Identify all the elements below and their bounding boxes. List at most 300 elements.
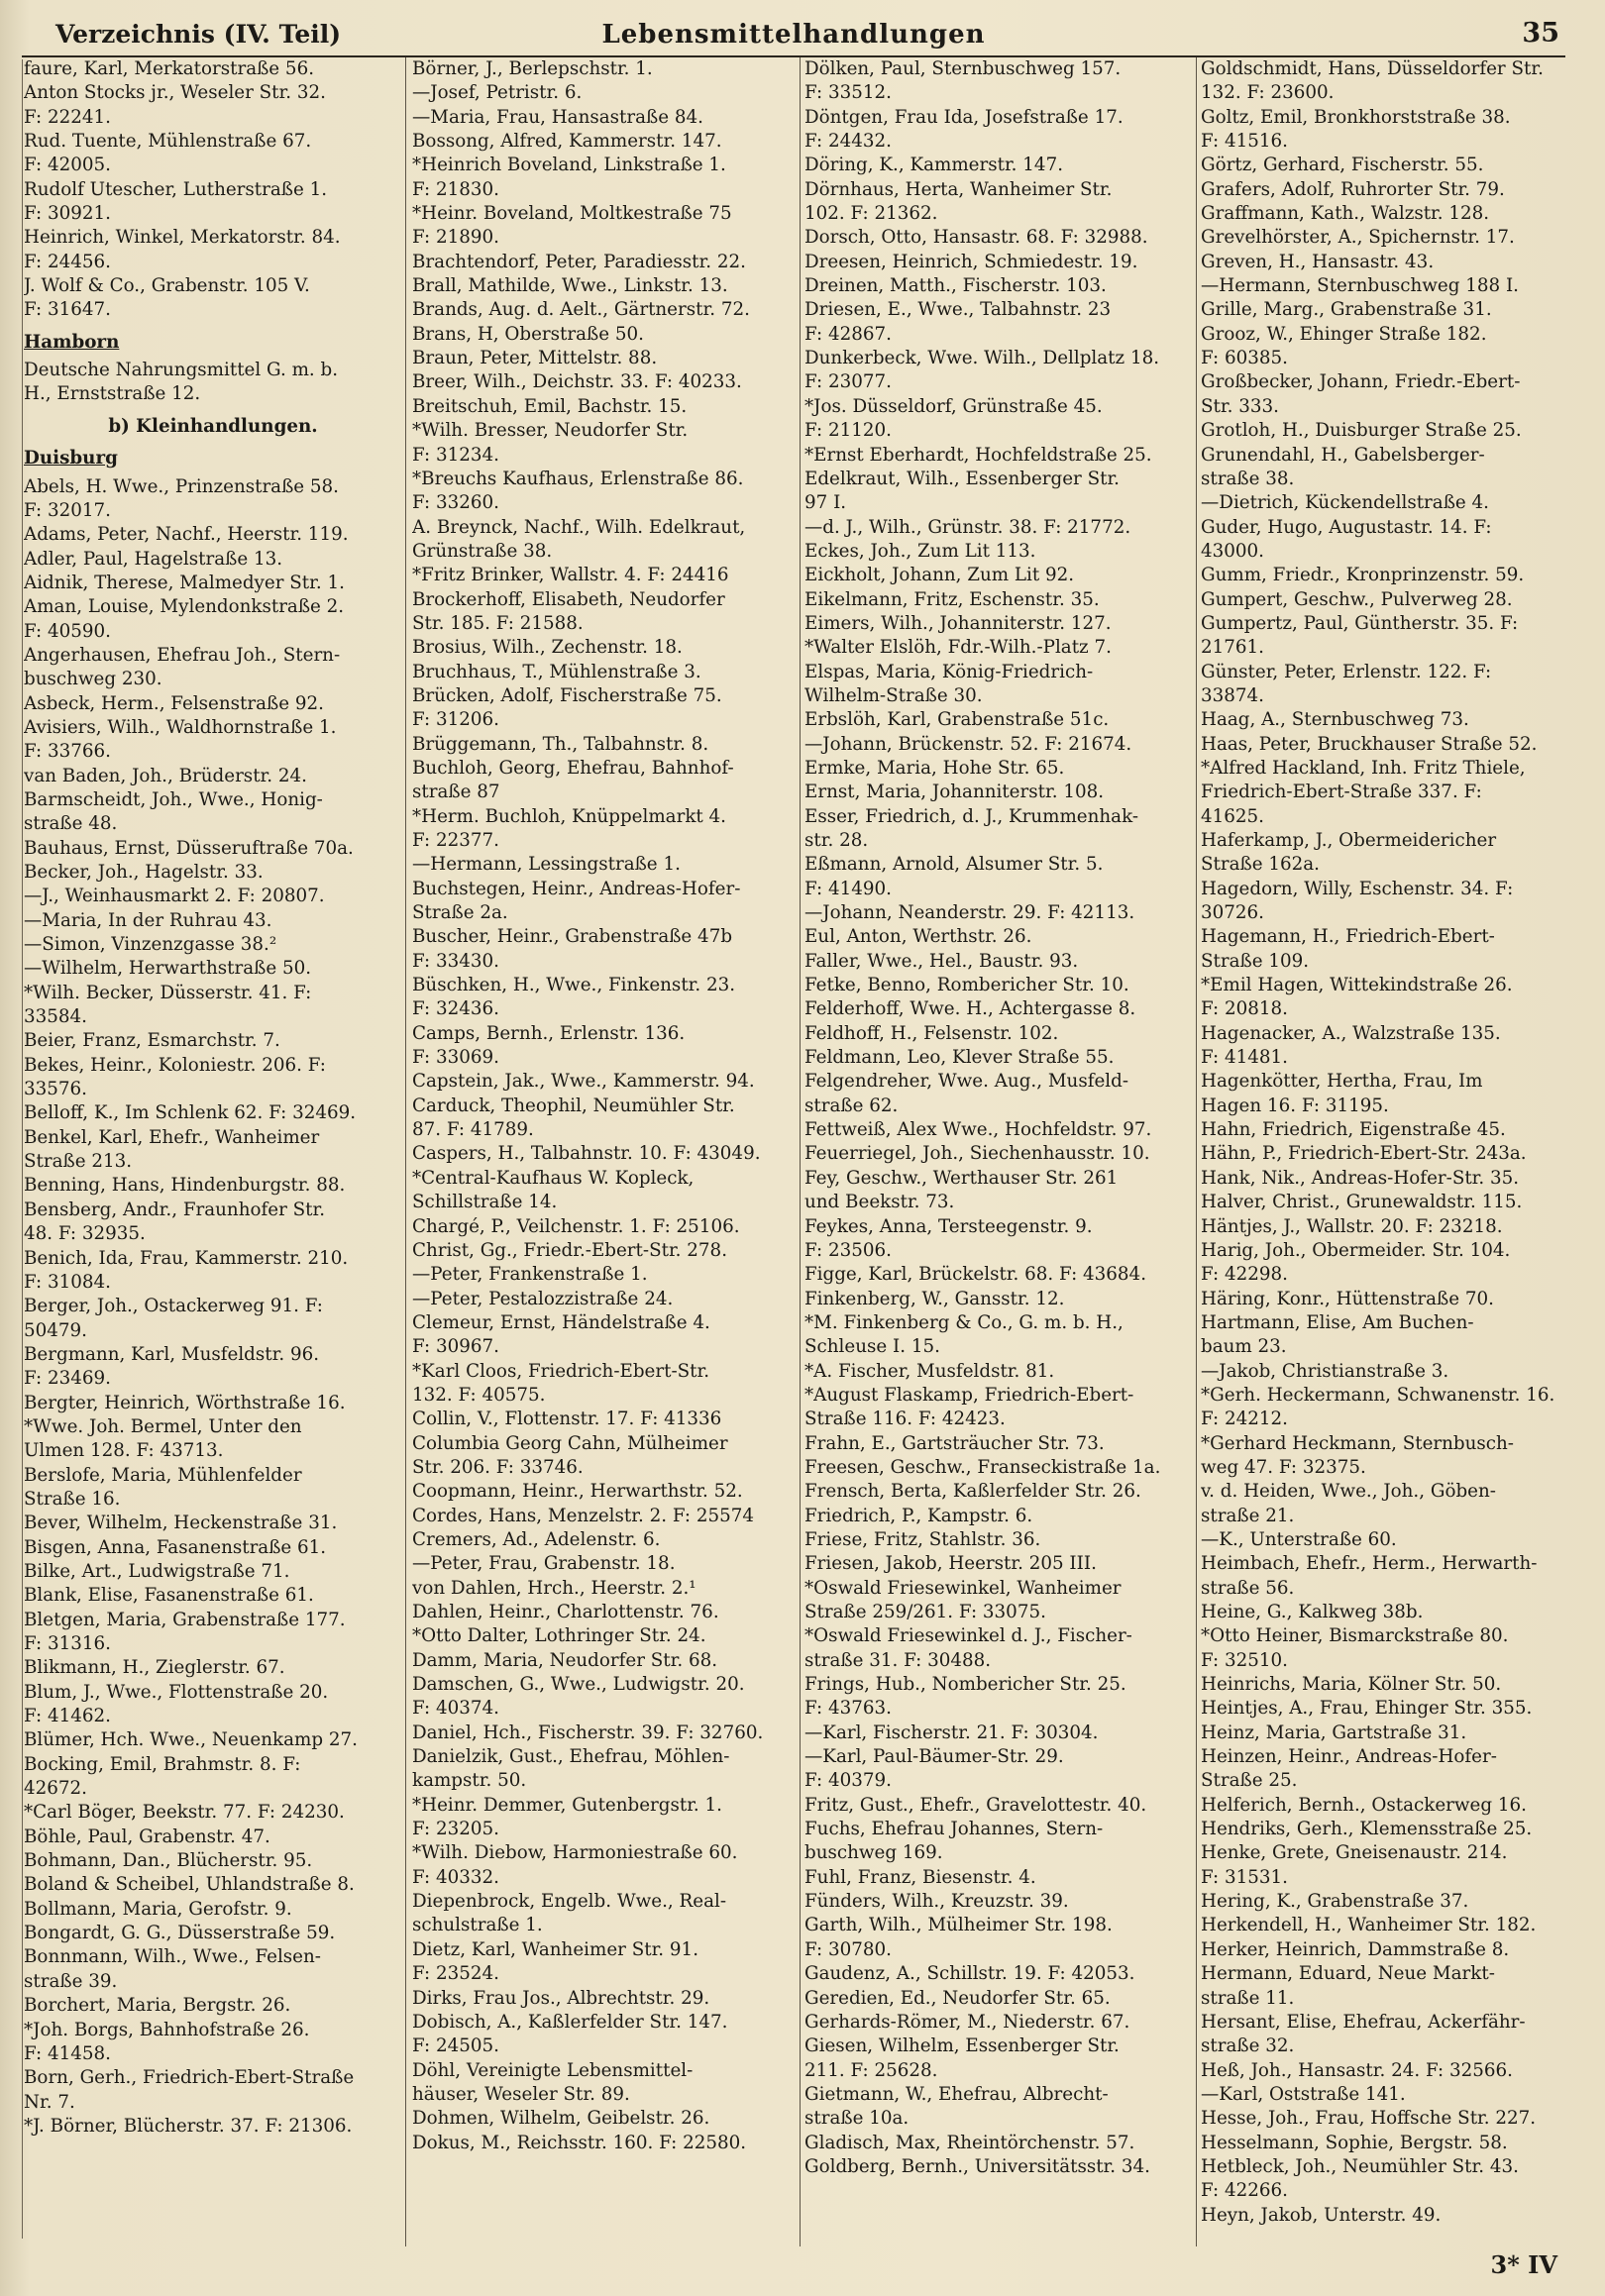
directory-entry-line: F: 40590.	[24, 620, 111, 642]
directory-entry-line: Heine, G., Kalkweg 38b.	[1201, 1602, 1424, 1622]
directory-entry-line: Blum, J., Wwe., Flottenstraße 20.	[24, 1681, 329, 1703]
directory-entry-line: Guder, Hugo, Augustastr. 14. F:	[1201, 516, 1492, 538]
directory-entry-line: Ermke, Maria, Hohe Str. 65.	[804, 757, 1065, 779]
directory-entry-line: Dunkerbeck, Wwe. Wilh., Dellplatz 18.	[804, 348, 1160, 369]
directory-entry-line: straße 87	[412, 782, 500, 803]
directory-entry-line: Cordes, Hans, Menzelstr. 2. F: 25574	[412, 1505, 754, 1526]
directory-entry-line: Fetke, Benno, Rombericher Str. 10.	[804, 975, 1129, 996]
directory-entry-line: —Hermann, Lessingstraße 1.	[412, 854, 681, 876]
directory-entry-line: Heinrichs, Maria, Kölner Str. 50.	[1201, 1674, 1502, 1696]
directory-entry-line: Fritz, Gust., Ehefr., Gravelottestr. 40.	[804, 1794, 1147, 1816]
directory-entry-line: Eßmann, Arnold, Alsumer Str. 5.	[804, 854, 1104, 876]
directory-entry-line: —Jakob, Christianstraße 3.	[1201, 1360, 1449, 1382]
directory-entry-line: von Dahlen, Hrch., Heerstr. 2.¹	[412, 1577, 696, 1599]
directory-entry-line: Gietmann, W., Ehefrau, Albrecht-	[804, 2083, 1109, 2105]
directory-entry-line: *Heinr. Demmer, Gutenbergstr. 1.	[412, 1794, 722, 1816]
directory-entry-line: Felderhoff, Wwe. H., Achtergasse 8.	[804, 998, 1136, 1020]
directory-entry-line: 41625.	[1201, 805, 1264, 827]
directory-entry-line: Günster, Peter, Erlenstr. 122. F:	[1201, 661, 1492, 682]
directory-entry-line: Henke, Grete, Gneisenaustr. 214.	[1201, 1842, 1508, 1864]
directory-entry-line: 48. F: 32935.	[24, 1223, 146, 1245]
directory-entry-line: Dahlen, Heinr., Charlottenstr. 76.	[412, 1602, 719, 1622]
directory-entry-line: Feuerriegel, Joh., Siechenhausstr. 10.	[804, 1143, 1150, 1165]
directory-entry-line: Ernst, Maria, Johanniterstr. 108.	[804, 782, 1105, 803]
directory-entry-line: *Alfred Hackland, Inh. Fritz Thiele,	[1201, 757, 1526, 779]
directory-entry-line: Clemeur, Ernst, Händelstraße 4.	[412, 1311, 710, 1333]
directory-entry-line: Born, Gerh., Friedrich-Ebert-Straße	[24, 2067, 355, 2089]
directory-entry-line: Straße 2a.	[412, 902, 508, 924]
directory-entry-line: Columbia Georg Cahn, Mülheimer	[412, 1432, 728, 1454]
directory-entry-line: Str. 333.	[1201, 395, 1279, 417]
directory-entry-line: Häntjes, J., Wallstr. 20. F: 23218.	[1201, 1215, 1503, 1237]
directory-entry-line: 211. F: 25628.	[804, 2059, 938, 2081]
section-heading: Duisburg	[24, 448, 118, 470]
directory-entry-line: —Johann, Brückenstr. 52. F: 21674.	[804, 733, 1132, 755]
directory-entry-line: F: 33069.	[412, 1047, 499, 1069]
directory-entry-line: Belloff, K., Im Schlenk 62. F: 32469.	[24, 1102, 357, 1124]
directory-entry-line: F: 22377.	[412, 830, 499, 851]
directory-entry-line: *Herm. Buchloh, Knüppelmarkt 4.	[412, 805, 726, 827]
directory-entry-line: str. 28.	[804, 830, 869, 851]
directory-entry-line: *Emil Hagen, Wittekindstraße 26.	[1201, 975, 1513, 996]
directory-entry-line: F: 23524.	[412, 1963, 499, 1985]
directory-entry-line: Bonnmann, Wilh., Wwe., Felsen-	[24, 1946, 321, 1968]
directory-entry-line: Schillstraße 14.	[412, 1192, 558, 1213]
directory-entry-line: Bohmann, Dan., Blücherstr. 95.	[24, 1850, 313, 1872]
directory-entry-line: Adams, Peter, Nachf., Heerstr. 119.	[24, 524, 349, 546]
directory-entry-line: Brosius, Wilh., Zechenstr. 18.	[412, 637, 683, 659]
directory-entry-line: Hagenacker, A., Walzstraße 135.	[1201, 1022, 1501, 1044]
header-section-title: Verzeichnis (IV. Teil)	[55, 20, 342, 49]
directory-entry-line: straße 32.	[1201, 2035, 1295, 2057]
directory-entry-line: F: 32510.	[1201, 1649, 1288, 1671]
directory-entry-line: Blümer, Hch. Wwe., Neuenkamp 27.	[24, 1729, 358, 1751]
column-1	[24, 57, 402, 2246]
directory-entry-line: Bossong, Alfred, Kammerstr. 147.	[412, 131, 722, 153]
directory-entry-line: Bensberg, Andr., Fraunhofer Str.	[24, 1199, 326, 1220]
directory-entry-line: Gladisch, Max, Rheintörchenstr. 57.	[804, 2132, 1135, 2153]
directory-entry-line: Hetbleck, Joh., Neumühler Str. 43.	[1201, 2155, 1519, 2177]
directory-entry-line: F: 42298.	[1201, 1264, 1288, 1286]
directory-entry-line: F: 31206.	[412, 709, 499, 731]
directory-entry-line: F: 41481.	[1201, 1047, 1288, 1069]
directory-entry-line: van Baden, Joh., Brüderstr. 24.	[24, 765, 307, 786]
directory-entry-line: Fettweiß, Alex Wwe., Hochfeldstr. 97.	[804, 1119, 1152, 1141]
directory-entry-line: Döring, K., Kammerstr. 147.	[804, 155, 1064, 176]
directory-entry-line: straße 11.	[1201, 1987, 1295, 2009]
directory-entry-line: F: 31531.	[1201, 1866, 1288, 1888]
directory-entry-line: Str. 206. F: 33746.	[412, 1456, 584, 1478]
directory-entry-line: *Otto Heiner, Bismarckstraße 80.	[1201, 1625, 1509, 1647]
directory-entry-line: straße 31. F: 30488.	[804, 1649, 992, 1671]
directory-entry-line: Grille, Marg., Grabenstraße 31.	[1201, 299, 1492, 321]
directory-entry-line: Berslofe, Maria, Mühlenfelder	[24, 1464, 302, 1486]
directory-entry-line: Dietz, Karl, Wanheimer Str. 91.	[412, 1938, 698, 1960]
directory-entry-line: Berger, Joh., Ostackerweg 91. F:	[24, 1296, 323, 1317]
directory-entry-line: Gaudenz, A., Schillstr. 19. F: 42053.	[804, 1963, 1135, 1985]
directory-entry-line: *Joh. Borgs, Bahnhofstraße 26.	[24, 2019, 310, 2040]
directory-entry-line: Fey, Geschw., Werthauser Str. 261	[804, 1167, 1119, 1189]
directory-entry-line: F: 32017.	[24, 499, 111, 521]
directory-entry-line: *Wilh. Diebow, Harmoniestraße 60.	[412, 1842, 738, 1864]
directory-entry-line: Heinrich, Winkel, Merkatorstr. 84.	[24, 227, 341, 249]
directory-entry-line: Daniel, Hch., Fischerstr. 39. F: 32760.	[412, 1722, 764, 1743]
directory-entry-line: F: 40374.	[412, 1698, 499, 1720]
directory-entry-line: Blank, Elise, Fasanenstraße 61.	[24, 1585, 314, 1607]
directory-entry-line: Giesen, Wilhelm, Essenberger Str.	[804, 2035, 1120, 2057]
directory-entry-line: Breitschuh, Emil, Bachstr. 15.	[412, 395, 688, 417]
binding-edge	[0, 59, 23, 2239]
directory-entry-line: *Wwe. Joh. Bermel, Unter den	[24, 1415, 302, 1437]
directory-entry-line: J. Wolf & Co., Grabenstr. 105 V.	[24, 275, 310, 297]
directory-entry-line: F: 23077.	[804, 371, 892, 393]
directory-entry-line: —J., Weinhausmarkt 2. F: 20807.	[24, 886, 325, 907]
directory-entry-line: straße 21.	[1201, 1505, 1295, 1526]
directory-entry-line: v. d. Heiden, Wwe., Joh., Göben-	[1201, 1481, 1496, 1503]
directory-entry-line: Breer, Wilh., Deichstr. 33. F: 40233.	[412, 371, 742, 393]
directory-entry-line: Fünders, Wilh., Kreuzstr. 39.	[804, 1891, 1069, 1913]
directory-entry-line: Grotloh, H., Duisburger Straße 25.	[1201, 420, 1522, 442]
directory-entry-line: Feldmann, Leo, Klever Straße 55.	[804, 1047, 1115, 1069]
directory-entry-line: Driesen, E., Wwe., Talbahnstr. 23	[804, 299, 1112, 321]
directory-entry-line: Camps, Bernh., Erlenstr. 136.	[412, 1022, 686, 1044]
directory-entry-line: —Karl, Paul-Bäumer-Str. 29.	[804, 1746, 1064, 1768]
directory-entry-line: Diepenbrock, Engelb. Wwe., Real-	[412, 1891, 727, 1913]
directory-entry-line: Capstein, Jak., Wwe., Kammerstr. 94.	[412, 1071, 755, 1093]
directory-entry-line: *M. Finkenberg & Co., G. m. b. H.,	[804, 1311, 1124, 1333]
directory-entry-line: *Jos. Düsseldorf, Grünstraße 45.	[804, 395, 1103, 417]
directory-entry-line: Benkel, Karl, Ehefr., Wanheimer	[24, 1126, 320, 1148]
directory-entry-line: Bauhaus, Ernst, Düsseruftraße 70a.	[24, 837, 354, 859]
directory-entry-line: Damschen, G., Wwe., Ludwigstr. 20.	[412, 1674, 745, 1696]
directory-entry-line: Erbslöh, Karl, Grabenstraße 51c.	[804, 709, 1110, 731]
directory-entry-line: Eikelmann, Fritz, Eschenstr. 35.	[804, 588, 1100, 610]
directory-entry-line: Garth, Wilh., Mülheimer Str. 198.	[804, 1915, 1113, 1936]
directory-entry-line: 102. F: 21362.	[804, 203, 938, 225]
directory-entry-line: *Fritz Brinker, Wallstr. 4. F: 24416	[412, 565, 729, 586]
directory-entry-line: —Johann, Neanderstr. 29. F: 42113.	[804, 902, 1135, 924]
directory-entry-line: Geredien, Ed., Neudorfer Str. 65.	[804, 1987, 1111, 2009]
directory-entry-line: Bever, Wilhelm, Heckenstraße 31.	[24, 1513, 338, 1534]
directory-entry-line: F: 21890.	[412, 227, 499, 249]
directory-entry-line: Grooz, W., Ehinger Straße 182.	[1201, 323, 1487, 345]
directory-entry-line: 50479.	[24, 1319, 87, 1341]
directory-entry-line: F: 24432.	[804, 131, 892, 153]
directory-entry-line: F: 24505.	[412, 2035, 499, 2057]
directory-entry-line: Hagen 16. F: 31195.	[1201, 1095, 1389, 1116]
directory-entry-line: Straße 259/261. F: 33075.	[804, 1602, 1046, 1622]
directory-entry-line: 33576.	[24, 1079, 87, 1100]
directory-entry-line: straße 38.	[1201, 468, 1295, 489]
directory-entry-line: straße 56.	[1201, 1577, 1295, 1599]
directory-entry-line: *Heinr. Boveland, Moltkestraße 75	[412, 203, 732, 225]
directory-entry-line: baum 23.	[1201, 1336, 1287, 1358]
directory-entry-line: buschweg 169.	[804, 1842, 943, 1864]
directory-entry-line: häuser, Weseler Str. 89.	[412, 2083, 630, 2105]
directory-entry-line: Cremers, Ad., Adelenstr. 6.	[412, 1528, 661, 1550]
directory-entry-line: Bollmann, Maria, Gerofstr. 9.	[24, 1898, 292, 1920]
directory-entry-line: F: 41490.	[804, 878, 892, 899]
directory-entry-line: Wilhelm-Straße 30.	[804, 684, 983, 706]
directory-entry-line: straße 39.	[24, 1970, 118, 1992]
directory-entry-line: A. Breynck, Nachf., Wilh. Edelkraut,	[412, 516, 746, 538]
directory-entry-line: *Walter Elslöh, Fdr.-Wilh.-Platz 7.	[804, 637, 1112, 659]
directory-entry-line: Friese, Fritz, Stahlstr. 36.	[804, 1528, 1041, 1550]
directory-entry-line: F: 21120.	[804, 420, 892, 442]
directory-entry-line: F: 24456.	[24, 251, 111, 272]
directory-entry-line: Haferkamp, J., Obermeidericher	[1201, 830, 1497, 851]
directory-entry-line: Dohmen, Wilhelm, Geibelstr. 26.	[412, 2108, 710, 2130]
directory-entry-line: F: 40332.	[412, 1866, 499, 1888]
directory-entry-line: Gerhards-Römer, M., Niederstr. 67.	[804, 2011, 1130, 2033]
directory-entry-line: Boland & Scheibel, Uhlandstraße 8.	[24, 1874, 355, 1896]
directory-entry-line: F: 24212.	[1201, 1409, 1288, 1430]
directory-entry-line: Buchloh, Georg, Ehefrau, Bahnhof-	[412, 757, 734, 779]
directory-entry-line: Straße 116. F: 42423.	[804, 1409, 1006, 1430]
directory-entry-line: *Gerhard Heckmann, Sternbusch-	[1201, 1432, 1514, 1454]
directory-entry-line: Döntgen, Frau Ida, Josefstraße 17.	[804, 106, 1124, 128]
directory-entry-line: Ulmen 128. F: 43713.	[24, 1440, 224, 1462]
column-4	[1201, 57, 1593, 2246]
directory-entry-line: Brall, Mathilde, Wwe., Linkstr. 13.	[412, 275, 728, 297]
directory-entry-line: *Gerh. Heckermann, Schwanenstr. 16.	[1201, 1384, 1555, 1406]
directory-entry-line: —Peter, Pestalozzistraße 24.	[412, 1288, 674, 1309]
directory-entry-line: Brücken, Adolf, Fischerstraße 75.	[412, 684, 722, 706]
directory-entry-line: Hähn, P., Friedrich-Ebert-Str. 243a.	[1201, 1143, 1527, 1165]
directory-entry-line: F: 30780.	[804, 1938, 892, 1960]
directory-entry-line: Feykes, Anna, Tersteegenstr. 9.	[804, 1215, 1093, 1237]
directory-entry-line: Friesen, Jakob, Heerstr. 205 III.	[804, 1553, 1097, 1575]
header-category-title: Lebensmittelhandlungen	[601, 20, 986, 50]
directory-entry-line: straße 48.	[24, 813, 118, 835]
directory-entry-line: F: 33512.	[804, 82, 892, 104]
directory-entry-line: —Karl, Oststraße 141.	[1201, 2083, 1406, 2105]
directory-entry-line: Heimbach, Ehefr., Herm., Herwarth-	[1201, 1553, 1538, 1575]
directory-entry-line: Schleuse I. 15.	[804, 1336, 940, 1358]
directory-entry-line: Grünstraße 38.	[412, 540, 553, 562]
directory-entry-line: straße 62.	[804, 1095, 899, 1116]
directory-entry-line: Friedrich, P., Kampstr. 6.	[804, 1505, 1033, 1526]
directory-entry-line: Aman, Louise, Mylendonkstraße 2.	[24, 596, 345, 618]
directory-entry-line: Haag, A., Sternbuschweg 73.	[1201, 709, 1469, 731]
directory-entry-line: Gumm, Friedr., Kronprinzenstr. 59.	[1201, 565, 1525, 586]
directory-entry-line: F: 41458.	[24, 2042, 111, 2064]
directory-entry-line: —Peter, Frankenstraße 1.	[412, 1264, 648, 1286]
directory-entry-line: Buchstegen, Heinr., Andreas-Hofer-	[412, 878, 741, 899]
page-number: 35	[1522, 18, 1559, 49]
directory-entry-line: Hank, Nik., Andreas-Hofer-Str. 35.	[1201, 1167, 1520, 1189]
directory-entry-line: Becker, Joh., Hagelstr. 33.	[24, 862, 264, 883]
directory-entry-line: Angerhausen, Ehefrau Joh., Stern-	[24, 644, 341, 666]
directory-entry-line: F: 41462.	[24, 1706, 111, 1727]
directory-entry-line: 43000.	[1201, 540, 1264, 562]
directory-entry-line: F: 31084.	[24, 1271, 111, 1293]
directory-entry-line: Avisiers, Wilh., Waldhornstraße 1.	[24, 716, 337, 738]
directory-entry-line: Caspers, H., Talbahnstr. 10. F: 43049.	[412, 1143, 761, 1165]
directory-entry-line: *Oswald Friesewinkel, Wanheimer	[804, 1577, 1122, 1599]
directory-entry-line: *Carl Böger, Beekstr. 77. F: 24230.	[24, 1802, 345, 1824]
directory-entry-line: Bocking, Emil, Brahmstr. 8. F:	[24, 1753, 301, 1775]
directory-entry-line: —Maria, In der Ruhrau 43.	[24, 909, 272, 931]
directory-entry-line: 30726.	[1201, 902, 1264, 924]
section-heading: Hamborn	[24, 331, 120, 353]
directory-entry-line: Aidnik, Therese, Malmedyer Str. 1.	[24, 572, 345, 593]
directory-entry-line: Hesse, Joh., Frau, Hoffsche Str. 227.	[1201, 2108, 1537, 2130]
directory-entry-line: Carduck, Theophil, Neumühler Str.	[412, 1095, 735, 1116]
directory-entry-line: Bruchhaus, T., Mühlenstraße 3.	[412, 661, 701, 682]
directory-entry-line: Rudolf Utescher, Lutherstraße 1.	[24, 178, 328, 200]
directory-entry-line: Coopmann, Heinr., Herwarthstr. 52.	[412, 1481, 743, 1503]
directory-entry-line: F: 30921.	[24, 203, 111, 225]
directory-entry-line: Nr. 7.	[24, 2091, 75, 2113]
signature-mark: 3* IV	[1490, 2250, 1557, 2279]
directory-entry-line: Fuhl, Franz, Biesenstr. 4.	[804, 1866, 1036, 1888]
directory-entry-line: Str. 185. F: 21588.	[412, 612, 584, 634]
directory-entry-line: —Dietrich, Kückendellstraße 4.	[1201, 492, 1489, 514]
directory-entry-line: *Otto Dalter, Lothringer Str. 24.	[412, 1625, 706, 1647]
column-divider	[800, 57, 801, 2246]
directory-entry-line: F: 33260.	[412, 492, 499, 514]
directory-entry-line: Heinzen, Heinr., Andreas-Hofer-	[1201, 1746, 1497, 1768]
directory-entry-line: F: 41516.	[1201, 131, 1288, 153]
directory-entry-line: Damm, Maria, Neudorfer Str. 68.	[412, 1649, 718, 1671]
directory-entry-line: *August Flaskamp, Friedrich-Ebert-	[804, 1384, 1134, 1406]
directory-entry-line: Eickholt, Johann, Zum Lit 92.	[804, 565, 1075, 586]
directory-entry-line: Friedrich-Ebert-Straße 337. F:	[1201, 782, 1482, 803]
directory-entry-line: —Maria, Frau, Hansastraße 84.	[412, 106, 703, 128]
directory-entry-line: F: 32436.	[412, 998, 499, 1020]
directory-entry-line: *Breuchs Kaufhaus, Erlenstraße 86.	[412, 468, 744, 489]
directory-entry-line: Dreinen, Matth., Fischerstr. 103.	[804, 275, 1107, 297]
directory-entry-line: Hendriks, Gerh., Klemensstraße 25.	[1201, 1819, 1533, 1840]
column-2	[412, 57, 797, 2246]
directory-entry-line: Haas, Peter, Bruckhauser Straße 52.	[1201, 733, 1538, 755]
directory-entry-line: Grafers, Adolf, Ruhrorter Str. 79.	[1201, 178, 1505, 200]
directory-entry-line: *Wilh. Bresser, Neudorfer Str.	[412, 420, 689, 442]
directory-entry-line: Beier, Franz, Esmarchstr. 7.	[24, 1030, 280, 1052]
directory-entry-line: Straße 213.	[24, 1151, 133, 1173]
directory-entry-line: F: 31316.	[24, 1633, 111, 1654]
directory-entry-line: H., Ernststraße 12.	[24, 383, 201, 405]
directory-entry-line: —K., Unterstraße 60.	[1201, 1528, 1397, 1550]
directory-entry-line: Frensch, Berta, Kaßlerfelder Str. 26.	[804, 1481, 1141, 1503]
directory-entry-line: 33584.	[24, 1006, 87, 1028]
directory-entry-line: F: 42266.	[1201, 2180, 1288, 2202]
directory-entry-line: Grunendahl, H., Gabelsberger-	[1201, 444, 1485, 466]
directory-entry-line: Freesen, Geschw., Franseckistraße 1a.	[804, 1456, 1161, 1478]
directory-entry-line: F: 60385.	[1201, 348, 1288, 369]
directory-entry-line: Chargé, P., Veilchenstr. 1. F: 25106.	[412, 1215, 740, 1237]
column-3	[804, 57, 1193, 2246]
directory-entry-line: straße 10a.	[804, 2108, 910, 2130]
directory-entry-line: Rud. Tuente, Mühlenstraße 67.	[24, 131, 312, 153]
directory-entry-line: Dölken, Paul, Sternbuschweg 157.	[804, 58, 1122, 79]
directory-entry-line: Häring, Konr., Hüttenstraße 70.	[1201, 1288, 1494, 1309]
directory-entry-line: Grevelhörster, A., Spichernstr. 17.	[1201, 227, 1515, 249]
column-divider	[1196, 57, 1197, 2246]
directory-entry-line: Herker, Heinrich, Dammstraße 8.	[1201, 1938, 1510, 1960]
directory-entry-line: Döhl, Vereinigte Lebensmittel-	[412, 2059, 694, 2081]
directory-entry-line: Großbecker, Johann, Friedr.-Ebert-	[1201, 371, 1521, 393]
directory-entry-line: Figge, Karl, Brückelstr. 68. F: 43684.	[804, 1264, 1147, 1286]
directory-entry-line: Finkenberg, W., Gansstr. 12.	[804, 1288, 1065, 1309]
directory-entry-line: Dreesen, Heinrich, Schmiedestr. 19.	[804, 251, 1138, 272]
directory-entry-line: Dokus, M., Reichsstr. 160. F: 22580.	[412, 2132, 747, 2153]
directory-entry-line: Feldhoff, H., Felsenstr. 102.	[804, 1022, 1059, 1044]
directory-entry-line: Braun, Peter, Mittelstr. 88.	[412, 348, 658, 369]
directory-entry-line: Adler, Paul, Hagelstraße 13.	[24, 548, 283, 570]
directory-entry-line: Harig, Joh., Obermeider. Str. 104.	[1201, 1239, 1511, 1261]
directory-entry-line: Böhle, Paul, Grabenstr. 47.	[24, 1826, 270, 1847]
directory-entry-line: Elspas, Maria, König-Friedrich-	[804, 661, 1094, 682]
directory-entry-line: Christ, Gg., Friedr.-Ebert-Str. 278.	[412, 1239, 728, 1261]
directory-entry-line: Danielzik, Gust., Ehefrau, Möhlen-	[412, 1746, 730, 1768]
directory-entry-line: —Hermann, Sternbuschweg 188 I.	[1201, 275, 1519, 297]
directory-entry-line: Straße 109.	[1201, 950, 1310, 972]
directory-entry-line: —Wilhelm, Herwarthstraße 50.	[24, 958, 312, 980]
directory-entry-line: Anton Stocks jr., Weseler Str. 32.	[24, 82, 326, 104]
directory-entry-line: 21761.	[1201, 637, 1264, 659]
directory-entry-line: weg 47. F: 32375.	[1201, 1456, 1366, 1478]
directory-entry-line: Helferich, Bernh., Ostackerweg 16.	[1201, 1794, 1527, 1816]
directory-entry-line: F: 43763.	[804, 1698, 892, 1720]
directory-entry-line: F: 31234.	[412, 444, 499, 466]
directory-entry-line: F: 40379.	[804, 1770, 892, 1792]
directory-entry-line: *Ernst Eberhardt, Hochfeldstraße 25.	[804, 444, 1152, 466]
directory-entry-line: *Central-Kaufhaus W. Kopleck,	[412, 1167, 695, 1189]
directory-entry-line: Goldberg, Bernh., Universitätsstr. 34.	[804, 2155, 1150, 2177]
directory-entry-line: Eckes, Joh., Zum Lit 113.	[804, 540, 1036, 562]
directory-entry-line: Bisgen, Anna, Fasanenstraße 61.	[24, 1536, 327, 1558]
directory-entry-line: F: 21830.	[412, 178, 499, 200]
directory-entry-line: Brands, Aug. d. Aelt., Gärtnerstr. 72.	[412, 299, 750, 321]
directory-entry-line: Dorsch, Otto, Hansastr. 68. F: 32988.	[804, 227, 1148, 249]
directory-entry-line: buschweg 230.	[24, 669, 162, 690]
directory-entry-line: Asbeck, Herm., Felsenstraße 92.	[24, 692, 324, 714]
directory-entry-line: und Beekstr. 73.	[804, 1192, 955, 1213]
directory-entry-line: schulstraße 1.	[412, 1915, 543, 1936]
directory-entry-line: Dirks, Frau Jos., Albrechtstr. 29.	[412, 1987, 710, 2009]
directory-entry-line: Hahn, Friedrich, Eigenstraße 45.	[1201, 1119, 1506, 1141]
directory-entry-line: Fuchs, Ehefrau Johannes, Stern-	[804, 1819, 1104, 1840]
directory-entry-line: Börner, J., Berlepschstr. 1.	[412, 58, 653, 79]
directory-entry-line: Dobisch, A., Kaßlerfelder Str. 147.	[412, 2011, 728, 2033]
directory-entry-line: Heyn, Jakob, Unterstr. 49.	[1201, 2204, 1442, 2226]
directory-entry-line: Hagedorn, Willy, Eschenstr. 34. F:	[1201, 878, 1514, 899]
directory-entry-line: F: 23205.	[412, 1819, 499, 1840]
directory-entry-line: Hering, K., Grabenstraße 37.	[1201, 1891, 1469, 1913]
directory-entry-line: Eul, Anton, Werthstr. 26.	[804, 926, 1032, 948]
directory-entry-line: F: 42005.	[24, 155, 111, 176]
directory-entry-line: Benning, Hans, Hindenburgstr. 88.	[24, 1175, 346, 1197]
directory-entry-line: 97 I.	[804, 492, 847, 514]
directory-entry-line: Deutsche Nahrungsmittel G. m. b.	[24, 360, 339, 381]
directory-entry-line: F: 30967.	[412, 1336, 499, 1358]
directory-entry-line: 87. F: 41789.	[412, 1119, 534, 1141]
directory-entry-line: Bongardt, G. G., Düsserstraße 59.	[24, 1923, 336, 1944]
directory-entry-line: F: 20818.	[1201, 998, 1288, 1020]
directory-entry-line: Esser, Friedrich, d. J., Krummenhak-	[804, 805, 1138, 827]
directory-entry-line: Gumpert, Geschw., Pulverweg 28.	[1201, 588, 1513, 610]
directory-entry-line: Goldschmidt, Hans, Düsseldorfer Str.	[1201, 58, 1544, 79]
directory-entry-line: Halver, Christ., Grunewaldstr. 115.	[1201, 1192, 1523, 1213]
directory-entry-line: Barmscheidt, Joh., Wwe., Honig-	[24, 788, 323, 810]
column-divider	[405, 57, 406, 2246]
directory-entry-line: *J. Börner, Blücherstr. 37. F: 21306.	[24, 2115, 353, 2137]
directory-entry-line: Herkendell, H., Wanheimer Str. 182.	[1201, 1915, 1537, 1936]
directory-entry-line: Straße 162a.	[1201, 854, 1320, 876]
directory-entry-line: Collin, V., Flottenstr. 17. F: 41336	[412, 1409, 722, 1430]
